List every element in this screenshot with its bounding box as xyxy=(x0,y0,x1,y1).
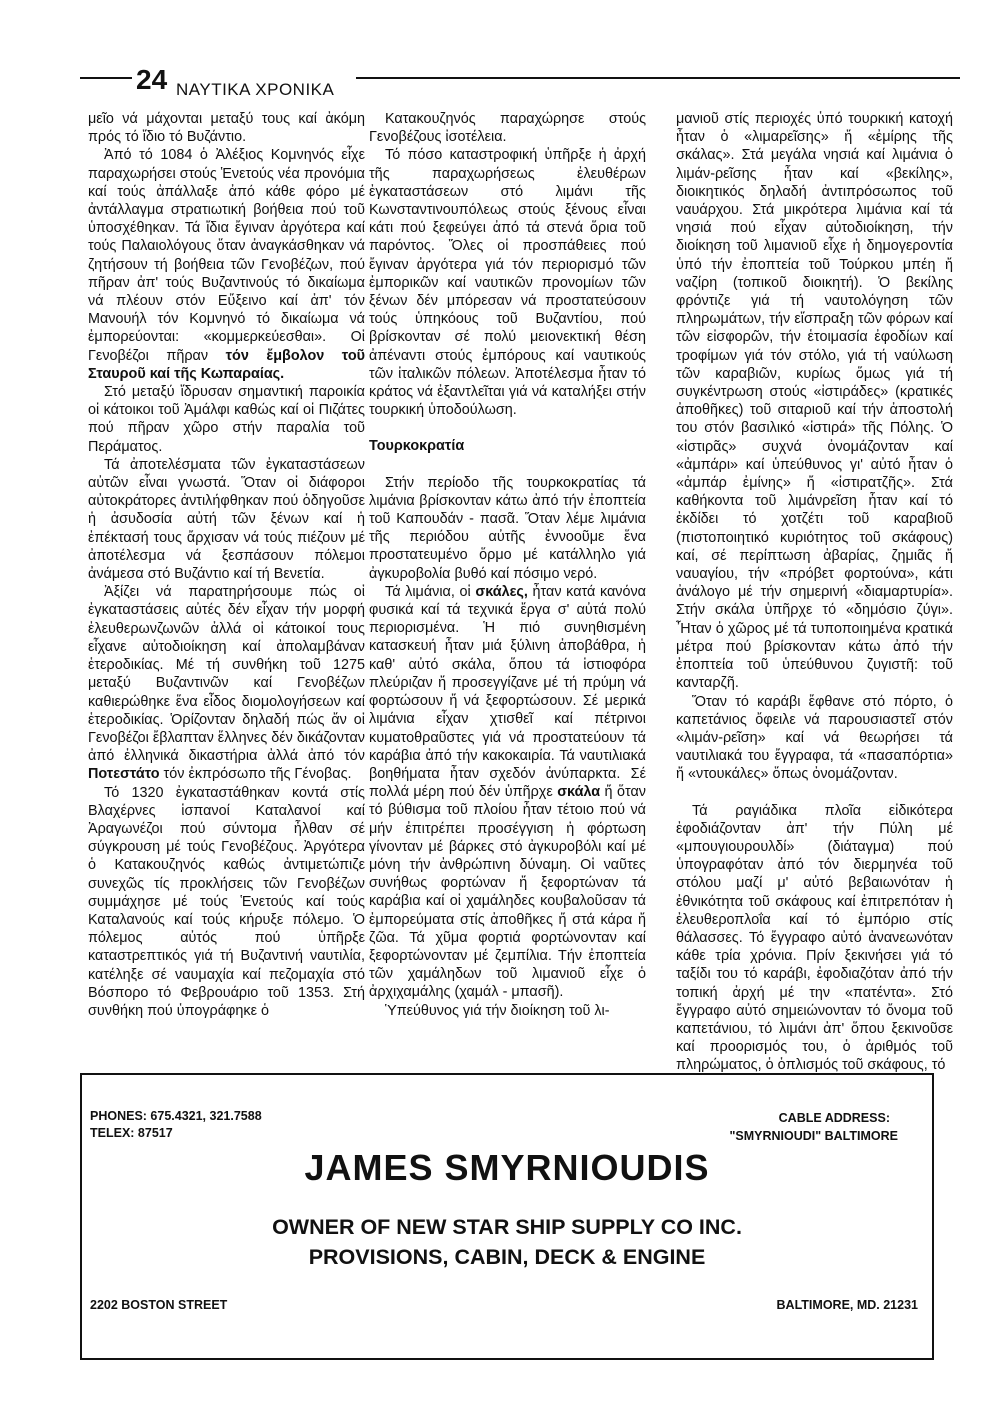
paragraph: μανιοῦ στίς περιοχές ὑπό τουρκική κατοχή ἦταν ὁ «λιμαρεῖσης» ἤ «ἐμίρης τῆς σκάλας». Στά μεγάλα νησιά καί λιμάνια ὁ λιμάν-ρεῖσης ἦταν καί «βεκίλης», διοικητικός δηλαδή ἀντιπρόσωπος τοῦ ναυάρχου. Στά μικρότερα λιμάνια καί τά νησιά πού εἶχαν αὐτοδιοίκηση, τήν διοίκηση τοῦ λιμανιοῦ εἶχε ἡ δημογεροντία ὑπό τήν ἐποπτεία τοῦ Τούρκου μπέη ἤ ναζίρη (τοπικοῦ διοικητή). Ὁ βεκίλης φρόντιζε γιά τή ναυτολόγηση τῶν πληρωμάτων, τήν εἴσπραξη τῶν φόρων καί τῶν εἰσφορῶν, τήν ἑτοιμασία ἐφοδίων καί τροφίμων γιά τόν στόλο, γιά τή ναύλωση τῶν καραβιῶν, κυρίως ὅμως γιά τή συγκέντρωση στούς «ἰστιράδες» (κρατικές ἀποθῆκες) τοῦ σιταριοῦ καί τήν ἀποστολή του στόν βασιλικό «ἰστιρά» τῆς Πόλης. Ὁ «ἰστιρᾶς» συχνά ὀνομάζονταν καί «ἀμπάρι» καί ὑπεύθυνος γι' αὐτό ἦταν ὁ «ἀμπάρ ἐμίνης» ἤ «ἰστιρατζῆς». Στά καθήκοντα τοῦ λιμάνρεῖση ἦταν καί τό ἐκδίδει τό χοτζέτι τοῦ καραβιοῦ (πιστοποιητικό κυριότητος τοῦ σκάφους) καί, σέ περίπτωση ἀβαρίας, ζημιᾶς ἤ ναυαγίου, τήν «πρόβετ φορτούνα», κάτι ἀνάλογο μέ τήν σημερινή «διαμαρτυρία». Στήν σκάλα ὑπῆρχε τό «δημόσιο ζύγι». Ἦταν ὁ χῶρος μέ τά τυποποιημένα κρατικά μέτρα πού βρίσκονταν κάτω ἀπό τήν ἐποπτεία τοῦ ὑπεύθυνου ζυγιστῆ: τοῦ κανταρζῆ. xyxy=(676,111,953,692)
ad-provisions-line: PROVISIONS, CABIN, DECK & ENGINE xyxy=(308,1245,706,1269)
column-2 xyxy=(369,110,646,1020)
paragraph xyxy=(88,583,365,783)
header-rule xyxy=(80,77,132,79)
paragraph xyxy=(369,583,646,1002)
section-heading: Τουρκοκρατία xyxy=(369,438,465,455)
ad-street-address: 2202 BOSTON STREET xyxy=(90,1298,228,1312)
bold-text: σκάλες, xyxy=(475,583,528,600)
paragraph: Στήν περίοδο τῆς τουρκοκρατίας τά λιμάνια βρίσκονταν κάτω ἀπό τήν ἐποπτεία τοῦ Καπουδάν - πασᾶ. Ὅταν λέμε λιμάνια τῆς περιόδου αὐτῆς ἐννοοῦμε ἕνα προστατευμένο ὅρμο μέ κατάλληλο γιά ἀγκυροβολία βυθό καί πόσιμο νερό. xyxy=(369,474,646,582)
paragraph-text: ἤ ὅταν τό βύθισμα τοῦ πλοίου ἦταν τέτοιο πού νά μήν ἐπιτρέπει προσέγγιση ἡ φόρτωση γίνονταν μέ βάρκες στό ἀγκυροβόλι καί μέ μόνη τήν ἀνθρώπινη δύναμη. Οἱ ναῦτες συνήθως φορτώναν ἤ ξεφορτώναν τά καράβια καί οἱ χαμάληδες κουβαλοῦσαν τά ἐμπορεύματα στίς ἀποθῆκες ἤ στά κάρα ἤ ζῶα. Τά χῦμα φορτιά φορτώνονταν καί ξεφορτώνονταν μέ ζεμπίλια. Τήν ἐποπτεία τῶν χαμάληδων τοῦ λιμανιοῦ εἶχε ὁ ἀρχιχαμάλης (χαμάλ - μπασῆ). xyxy=(369,784,646,1001)
paragraph: Τό 1320 ἐγκαταστάθηκαν κοντά στίς Βλαχέρνες ἱσπανοί Καταλανοί καί Ἀραγωνέζοι πού σύντομα ἦλθαν σέ σύγκρουση μέ τούς Γενοβέζους. Ἀργότερα ὁ Κατακουζηνός καθώς ἀντιμετώπιζε συνεχῶς τίς προκλήσεις τῶν Γενοβέζων συμμάχησε μέ τούς Ἑνετούς καί τούς Καταλανούς καί τούς κήρυξε πόλεμο. Ὁ πόλεμος αὐτός πού ὑπῆρξε καταστρεπτικός γιά τή Βυζαντινή ναυτιλία, κατέληξε σέ ναυμαχία καί πεζομαχία στό Βόσπορο τό Φεβρουάριο τοῦ 1353. Στή συνθήκη πού ὑπογράφηκε ὁ xyxy=(88,784,365,1019)
paragraph: Ὅταν τό καράβι ἔφθανε στό πόρτο, ὁ καπετάνιος ὄφειλε νά παρουσιαστεῖ στόν «λιμάν-ρεῖση» καί νά θεωρήσει τά ναυτιλιακά του ἔγγραφα, τά «πασαπόρτια» ἤ «ντουκάλες» ὅπως ὀνομάζονταν. xyxy=(676,693,953,783)
column-3 xyxy=(676,110,953,1075)
paragraph-gap xyxy=(676,784,953,802)
paragraph-text: Ἀπό τό 1084 ὁ Ἀλέξιος Κομνηνός εἶχε παραχωρήσει στούς Ἑνετούς νέα προνόμια καί τούς ἀπάλλαξε ἀπό κάθε φόρο μέ ἀντάλλαγμα στρατιωτική βοήθεια πού τοῦ ὑποσχέθηκαν. Τά ἴδια ἔγιναν ἀργότερα καί τούς Παλαιολόγους ὅταν ἀναγκάσθηκαν νά ζητήσουν τή βοήθεια τῶν Γενοβέζων, πού πῆραν ἀπ' τούς Βυζαντινούς τό δικαίωμα νά πλέουν στόν Εὔξεινο καί ἀπ' τόν Μανουήλ τόν Κομνηνό τό δικαίωμα νά ἐμπορεύονται: «κομμερκεύεσθαι». Οἱ Γενοβέζοι πῆραν xyxy=(88,147,365,364)
ad-company-name: JAMES SMYRNIOUDIS xyxy=(304,1147,710,1188)
paragraph-text: ἦταν κατά κανόνα φυσικά καί τά τεχνικά ἔργα σ' αὐτά πολύ περιορισμένα. Ἡ πιό συνηθισμένη κατασκευή ἦταν μιά ξύλινη ἀποβάθρα, ἡ καθ' αὐτό σκάλα, ὅπου τά ἱστιοφόρα πλεύριζαν ἤ προσεγγίζανε μέ τή πρύμη νά φορτώσουν ἤ νά ξεφορτώσουν. Σέ μερικά λιμάνια εἶχαν χτισθεῖ καί πέτρινοι κυματοθραῦστες γιά νά προστατεύουν τά καράβια ἀπό τήν κακοκαιρία. Τά ναυτιλιακά βοηθήματα ἦταν σχεδόν ἀνύπαρκτα. Σέ πολλά μέρη πού δέν ὑπῆρχε xyxy=(369,583,646,801)
bold-text: τόν ἔμβολον τοῦ Σταυροῦ καί τῆς Κωπαραίας. xyxy=(88,347,365,382)
paragraph: Τά ἀποτελέσματα τῶν ἐγκαταστάσεων αὐτῶν εἶναι γνωστά. Ὅταν οἱ διάφοροι αὐτοκράτορες ἀντιλήφθηκαν πού ὁδηγοῦσε ἡ ἀσυδοσία αὐτή τῶν ξένων καί ἡ ἐπέκτασή τους ἄρχισαν νά τούς πιέζουν μέ ἀποτέλεσμα νά ξεσπάσουν πόλεμοι ἀνάμεσα στό Βυζάντιο καί τή Βενετία. xyxy=(88,456,365,583)
paragraph xyxy=(88,146,365,383)
paragraph: Ὑπεύθυνος γιά τήν διοίκηση τοῦ λι- xyxy=(385,1002,610,1019)
ad-owner-line: OWNER OF NEW STAR SHIP SUPPLY CO INC. xyxy=(272,1215,742,1239)
ad-telex: TELEX: 87517 xyxy=(90,1126,173,1140)
paragraph-text: τόν ἐκπρόσωπο τῆς Γένοβας. xyxy=(159,766,352,783)
paragraph-text: Ἀξίζει νά παρατηρήσουμε πώς οἱ ἐγκαταστάσεις αὐτές δέν εἶχαν τήν μορφή ἐλευθερωνζωνῶν ἀλλά οἱ κάτοικοί τους εἶχανε αὐτοδιοίκηση καί ἀπολαμβάναν ἑτεροδικίας. Μέ τή συνθήκη τοῦ 1275 μεταξύ Βυζαντινῶν καί Γενοβέζων καθιερώθηκε ἕνα εἶδος διομολογήσεων καί ἑτεροδικίας. Ὁρίζονταν δηλαδή πώς ἄν οἱ Γενοβέζοι ἔβλαπταν ἕλληνες δέν δικάζονταν ἀπό ἑλληνικά δικαστήρια ἀλλά ἀπό τόν xyxy=(88,584,365,765)
ad-cable-label: CABLE ADDRESS: xyxy=(778,1111,890,1125)
bold-text: σκάλα xyxy=(557,784,601,801)
column-1 xyxy=(88,110,365,1020)
paragraph: Στό μεταξύ ἵδρυσαν σημαντική παροικία οἱ κάτοικοι τοῦ Ἀμάλφι καθώς καί οἱ Πιζάτες πού πῆραν χῶρο στήν παραλία τοῦ Περάματος. xyxy=(88,384,365,455)
paragraph-text: Τά λιμάνια, οἱ xyxy=(385,583,476,600)
header-rule xyxy=(356,77,960,79)
ad-cable-address: "SMYRNIOUDI" BALTIMORE xyxy=(729,1129,898,1143)
paragraph: Τό πόσο καταστροφική ὑπῆρξε ἡ ἀρχή τῆς παραχωρήσεως ἐλευθέρων ἐγκαταστάσεων στό λιμάνι τῆς Κωνσταντινουπόλεως στούς ξένους εἶναι κάτι πού ξεφεύγει ἀπό τά στενά ὅρια τοῦ παρόντος. Ὅλες οἱ προσπάθειες πού ἔγιναν ἀργότερα γιά τόν περιορισμό τῶν ἐμπορικῶν καί ναυτικῶν προνομίων τῶν ξένων δέν μπόρεσαν νά προστατεύσουν τούς ὑπηκόους τοῦ Βυζαντίου, πού βρίσκονταν σέ πολύ μειονεκτική θέση ἀπέναντι στούς ἐμπόρους καί ναυτικούς τῶν ἰταλικῶν πόλεων. Ἀποτέλεσμα ἦταν τό κράτος νά ἐξαντλεῖται γιά νά καταλήξει στήν τουρκική ὑποδούλωση. xyxy=(369,147,646,419)
ad-phones: PHONES: 675.4321, 321.7588 xyxy=(90,1109,262,1123)
paragraph: Κατακουζηνός παραχώρησε στούς Γενοβέζους ἰσοτέλεια. xyxy=(369,111,646,146)
paragraph: Τά ραγιάδικα πλοῖα εἰδικότερα ἐφοδιάζονταν ἀπ' τήν Πύλη μέ «μπουγιουρουλδί» (διάταγμα) πού ὑπογραφόταν ἀπό τόν διερμηνέα τοῦ στόλου μαζί μ' αὐτό βεβαιωνόταν ἡ ἐθνικότητα τοῦ σκάφους καί ἐπιτρεπόταν ἡ ἐλευθεροπλοΐα καί τό ἐμπόριο στίς θάλασσες. Τό ἔγγραφο αὐτό ἀνανεωνόταν κάθε τρία χρόνια. Πρίν ξεκινήσει γιά τό ταξίδι του τό καράβι, ἐφοδιαζόταν ἀπό τήν τοπική ἀρχή μέ την «πατέντα». Στό ἔγγραφο αὐτό σημειώνονταν τό ὄνομα τοῦ καπετάνιου, τό λιμάνι ἀπ' ὅπου ξεκινοῦσε καί προορισμός του, ὁ ἀριθμός τοῦ πληρώματος, ὁ ὁπλισμός τοῦ σκάφους, τό xyxy=(676,802,953,1074)
advertisement-box xyxy=(80,1073,934,1360)
page-number: 24 xyxy=(136,64,168,95)
ad-city: BALTIMORE, MD. 21231 xyxy=(776,1298,918,1312)
running-head: ΝΑΥΤΙΚΑ ΧΡΟΝΙΚΑ xyxy=(176,80,335,99)
paragraph: μεῖο νά μάχονται μεταξύ τους καί ἀκόμη πρός τό ἴδιο τό Βυζάντιο. xyxy=(88,111,365,146)
bold-text: Ποτεστάτο xyxy=(88,766,160,783)
